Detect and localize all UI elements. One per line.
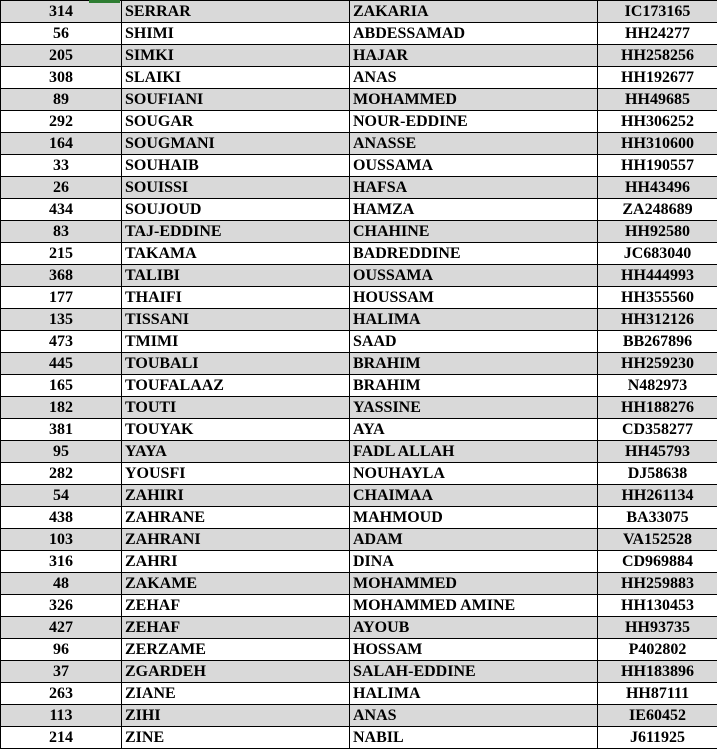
cell-last-name[interactable]: ZERZAME [122,639,350,661]
cell-first-name[interactable]: FADL ALLAH [350,441,598,463]
table-row [1,441,717,463]
cell-first-name[interactable]: AYA [350,419,598,441]
table-row [1,529,717,551]
cell-id[interactable]: J611925 [598,727,717,749]
cell-number[interactable]: 26 [1,177,122,199]
cell-first-name[interactable]: NOUR-EDDINE [350,111,598,133]
cell-number[interactable]: 89 [1,89,122,111]
cell-first-name[interactable]: MAHMOUD [350,507,598,529]
cell-first-name[interactable]: SAAD [350,331,598,353]
table-row [1,23,717,45]
cell-number[interactable]: 48 [1,573,122,595]
cell-first-name[interactable]: OUSSAMA [350,155,598,177]
table-row [1,221,717,243]
cell-id[interactable]: CD969884 [598,551,717,573]
table-row [1,507,717,529]
table-row [1,683,717,705]
cell-first-name[interactable]: CHAIMAA [350,485,598,507]
cell-number[interactable]: 37 [1,661,122,683]
cell-last-name[interactable]: SOUFIANI [122,89,350,111]
cell-last-name[interactable]: ZIHI [122,705,350,727]
cell-id[interactable]: HH261134 [598,485,717,507]
cell-last-name[interactable]: YAYA [122,441,350,463]
cell-first-name[interactable]: NOUHAYLA [350,463,598,485]
cell-id[interactable]: BA33075 [598,507,717,529]
cell-number[interactable]: 56 [1,23,122,45]
cell-first-name[interactable]: CHAHINE [350,221,598,243]
cell-number[interactable]: 113 [1,705,122,727]
cell-last-name[interactable]: TOUTI [122,397,350,419]
cell-id[interactable]: HH24277 [598,23,717,45]
cell-number[interactable]: 164 [1,133,122,155]
cell-id[interactable]: HH258256 [598,45,717,67]
cell-first-name[interactable]: HOUSSAM [350,287,598,309]
table-row [1,463,717,485]
cell-first-name[interactable]: NABIL [350,727,598,749]
cell-id[interactable]: HH190557 [598,155,717,177]
cell-number[interactable]: 182 [1,397,122,419]
cell-id[interactable]: HH259230 [598,353,717,375]
cell-id[interactable]: ZA248689 [598,199,717,221]
cell-id[interactable]: DJ58638 [598,463,717,485]
table-row [1,639,717,661]
table-row [1,375,717,397]
cell-first-name[interactable]: ANASSE [350,133,598,155]
cell-first-name[interactable]: HAFSA [350,177,598,199]
cell-last-name[interactable]: TISSANI [122,309,350,331]
cell-last-name[interactable]: SOUGAR [122,111,350,133]
cell-first-name[interactable]: SALAH-EDDINE [350,661,598,683]
table-row [1,485,717,507]
cell-id[interactable]: HH45793 [598,441,717,463]
cell-number[interactable]: 135 [1,309,122,331]
cell-first-name[interactable]: BRAHIM [350,375,598,397]
cell-last-name[interactable]: SOUGMANI [122,133,350,155]
cell-first-name[interactable]: ZAKARIA [350,1,598,23]
cell-last-name[interactable]: TOUBALI [122,353,350,375]
cell-id[interactable]: N482973 [598,375,717,397]
cell-first-name[interactable]: BRAHIM [350,353,598,375]
cell-number[interactable]: 314 [1,1,122,23]
table-row [1,243,717,265]
cell-last-name[interactable]: SOUHAIB [122,155,350,177]
cell-number[interactable]: 214 [1,727,122,749]
table-row [1,155,717,177]
cell-number[interactable]: 282 [1,463,122,485]
cell-last-name[interactable]: SHIMI [122,23,350,45]
cell-last-name[interactable]: ZINE [122,727,350,749]
cell-last-name[interactable]: TAKAMA [122,243,350,265]
table-row [1,397,717,419]
table-row [1,1,717,23]
cell-id[interactable]: HH259883 [598,573,717,595]
cell-last-name[interactable]: SOUJOUD [122,199,350,221]
cell-first-name[interactable]: HOSSAM [350,639,598,661]
cell-number[interactable]: 316 [1,551,122,573]
cell-last-name[interactable]: ZEHAF [122,617,350,639]
cell-id[interactable]: HH444993 [598,265,717,287]
cell-number[interactable]: 292 [1,111,122,133]
table-row [1,309,717,331]
table-row [1,573,717,595]
cell-id[interactable]: IC173165 [598,1,717,23]
cell-number[interactable]: 438 [1,507,122,529]
cell-number[interactable]: 473 [1,331,122,353]
cell-id[interactable]: HH92580 [598,221,717,243]
cell-number[interactable]: 445 [1,353,122,375]
cell-last-name[interactable]: SERRAR [122,1,350,23]
table-row [1,331,717,353]
table-row [1,265,717,287]
cell-last-name[interactable]: TALIBI [122,265,350,287]
cell-id[interactable]: JC683040 [598,243,717,265]
cell-last-name[interactable]: TAJ-EDDINE [122,221,350,243]
cell-id[interactable]: HH43496 [598,177,717,199]
cell-first-name[interactable]: MOHAMMED [350,573,598,595]
cell-last-name[interactable]: ZEHAF [122,595,350,617]
cell-first-name[interactable]: ADAM [350,529,598,551]
cell-last-name[interactable]: SIMKI [122,45,350,67]
table-row [1,617,717,639]
cell-id[interactable]: P402802 [598,639,717,661]
cell-last-name[interactable]: ZAHRI [122,551,350,573]
cell-last-name[interactable]: TOUYAK [122,419,350,441]
table-body [1,1,717,749]
cell-first-name[interactable]: YASSINE [350,397,598,419]
cell-last-name[interactable]: ZAHIRI [122,485,350,507]
table-row [1,111,717,133]
cell-first-name[interactable]: HALIMA [350,683,598,705]
cell-id[interactable]: HH192677 [598,67,717,89]
table-row [1,89,717,111]
cell-id[interactable]: BB267896 [598,331,717,353]
cell-first-name[interactable]: MOHAMMED AMINE [350,595,598,617]
cell-number[interactable]: 326 [1,595,122,617]
cell-selection-marker [89,0,120,3]
cell-first-name[interactable]: MOHAMMED [350,89,598,111]
cell-last-name[interactable]: SOUISSI [122,177,350,199]
table-row [1,595,717,617]
cell-number[interactable]: 177 [1,287,122,309]
cell-number[interactable]: 381 [1,419,122,441]
cell-first-name[interactable]: HALIMA [350,309,598,331]
cell-first-name[interactable]: HAJAR [350,45,598,67]
cell-last-name[interactable]: ZIANE [122,683,350,705]
cell-number[interactable]: 205 [1,45,122,67]
cell-first-name[interactable]: OUSSAMA [350,265,598,287]
cell-first-name[interactable]: DINA [350,551,598,573]
table-row [1,551,717,573]
cell-first-name[interactable]: ANAS [350,67,598,89]
cell-id[interactable]: HH310600 [598,133,717,155]
cell-number[interactable]: 434 [1,199,122,221]
table-row [1,67,717,89]
cell-last-name[interactable]: ZAHRANE [122,507,350,529]
cell-id[interactable]: HH306252 [598,111,717,133]
cell-last-name[interactable]: ZGARDEH [122,661,350,683]
cell-number[interactable]: 308 [1,67,122,89]
cell-number[interactable]: 165 [1,375,122,397]
cell-number[interactable]: 263 [1,683,122,705]
cell-id[interactable]: HH93735 [598,617,717,639]
cell-id[interactable]: HH183896 [598,661,717,683]
cell-number[interactable]: 103 [1,529,122,551]
cell-id[interactable]: IE60452 [598,705,717,727]
table-row [1,177,717,199]
cell-first-name[interactable]: AYOUB [350,617,598,639]
cell-last-name[interactable]: THAIFI [122,287,350,309]
cell-id[interactable]: VA152528 [598,529,717,551]
table-row [1,705,717,727]
cell-last-name[interactable]: TOUFALAAZ [122,375,350,397]
cell-id[interactable]: HH188276 [598,397,717,419]
table-row [1,133,717,155]
cell-last-name[interactable]: YOUSFI [122,463,350,485]
cell-id[interactable]: CD358277 [598,419,717,441]
cell-first-name[interactable]: ABDESSAMAD [350,23,598,45]
table-row [1,287,717,309]
cell-id[interactable]: HH355560 [598,287,717,309]
table-row [1,353,717,375]
cell-first-name[interactable]: ANAS [350,705,598,727]
cell-number[interactable]: 96 [1,639,122,661]
table-row [1,727,717,749]
table-row [1,661,717,683]
table-row [1,45,717,67]
cell-number[interactable]: 427 [1,617,122,639]
cell-number[interactable]: 368 [1,265,122,287]
cell-last-name[interactable]: TMIMI [122,331,350,353]
cell-last-name[interactable]: ZAKAME [122,573,350,595]
table-row [1,419,717,441]
cell-number[interactable]: 54 [1,485,122,507]
cell-id[interactable]: HH312126 [598,309,717,331]
cell-last-name[interactable]: ZAHRANI [122,529,350,551]
cell-number[interactable]: 83 [1,221,122,243]
cell-id[interactable]: HH130453 [598,595,717,617]
cell-number[interactable]: 215 [1,243,122,265]
table-row [1,199,717,221]
cell-id[interactable]: HH87111 [598,683,717,705]
cell-last-name[interactable]: SLAIKI [122,67,350,89]
cell-number[interactable]: 33 [1,155,122,177]
cell-first-name[interactable]: HAMZA [350,199,598,221]
cell-first-name[interactable]: BADREDDINE [350,243,598,265]
cell-number[interactable]: 95 [1,441,122,463]
cell-id[interactable]: HH49685 [598,89,717,111]
